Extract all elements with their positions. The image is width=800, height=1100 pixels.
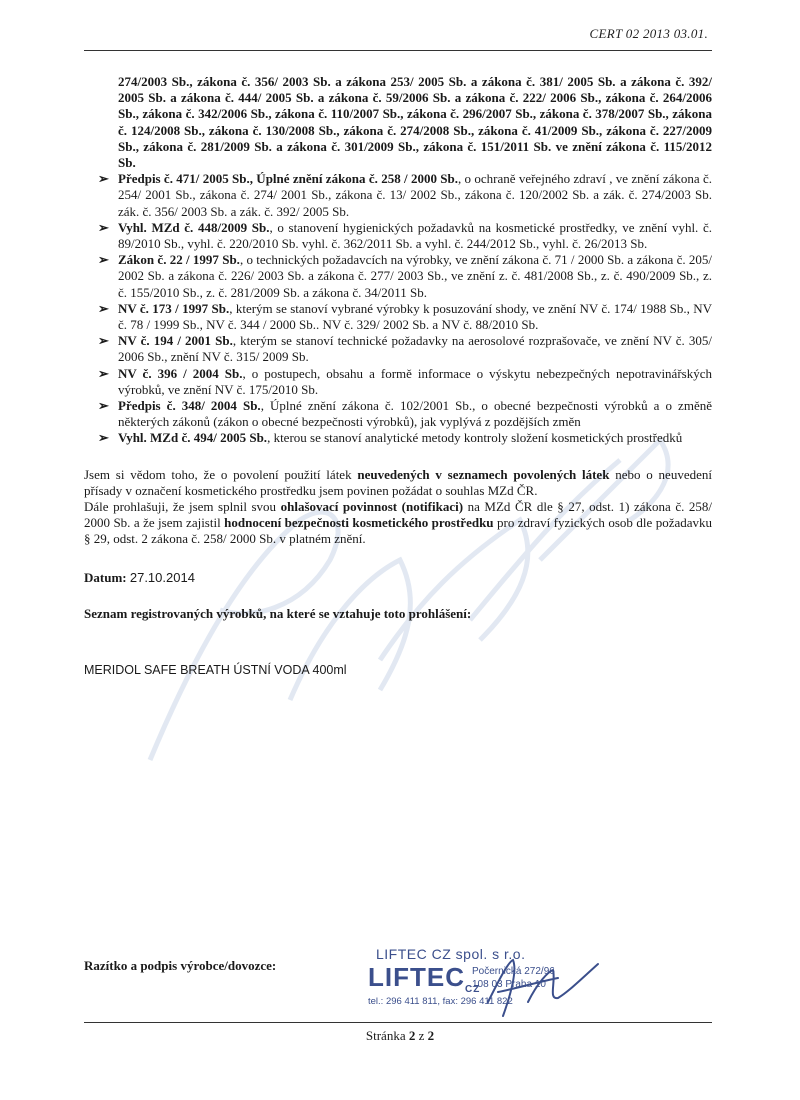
law-description: , kterým se stanoví technické požadavky na aerosolové rozprašovače, ve znění NV č. 305/ 2006 Sb., znění NV č. 315/ 2009 Sb. [118,333,713,365]
law-reference: Vyhl. MZd č. 448/2009 Sb. [118,219,270,235]
date-label: Datum: [84,569,127,585]
stamp-signature-label: Razítko a podpis výrobce/dovozce: [84,958,277,973]
declaration-emphasis: hodnocení bezpečnosti kosmetického prostředku [224,515,494,531]
product-list-title: Seznam registrovaných výrobků, na které se vztahuje toto prohlášení: [84,605,472,621]
law-description: , kterou se stanoví analytické metody kontroly složení kosmetických prostředků [267,430,683,446]
arrow-bullet-icon: ➢ [98,365,109,381]
law-item [84,220,712,252]
law-reference: Předpis č. 471/ 2005 Sb., Úplné znění zákona č. 258 / 2000 Sb. [118,171,458,187]
law-reference: NV č. 173 / 1997 Sb. [118,300,230,316]
law-reference: NV č. 396 / 2004 Sb. [118,365,243,381]
law-item [84,252,712,301]
law-reference: Vyhl. MZd č. 494/ 2005 Sb. [118,430,268,446]
arrow-bullet-icon: ➢ [98,333,109,349]
law-continuation-text: 274/2003 Sb., zákona č. 356/ 2003 Sb. a zákona 253/ 2005 Sb. a zákona č. 381/ 2005 Sb. a zákona č. 392/ 2005 Sb. a zákona č. 444/ 2005 Sb. a zákona č. 59/2006 Sb. a zákona č. 222/ 2006 Sb., zákona č. 264/2006 Sb., zákona č. 342/2006 Sb., zákona č. 110/2007 Sb., zákona č. 296/2007 Sb., zákona č. 378/2007 Sb., zákona č. 124/2008 Sb., zákona č. 130/2008 Sb., zákona č. 274/2008 Sb., zákona č. 41/2009 Sb., zákona č. 227/2009 Sb., zákona č. 281/2009 Sb. a zákona č. 301/2009 Sb., zákona č. 151/2011 Sb. ve znění zákona č. 115/2012 Sb. [118,74,712,171]
stamp-logo-text: LIFTEC [368,962,465,992]
arrow-bullet-icon: ➢ [98,300,109,316]
declaration-text: Dále prohlašuji, že jsem splnil svou [84,499,281,515]
document-body [84,74,712,678]
declaration-emphasis: neuvedených v seznamech povolených látek [357,466,610,482]
law-description: , Úplné znění zákona č. 102/2001 Sb., o obecné bezpečnosti výrobků a o změně některých zákonů (zákon o obecné bezpečnosti výrobků), jak vyplývá z pozdějších změn [118,398,712,430]
date-value: 27.10.2014 [129,569,195,585]
stamp-logo [368,962,480,995]
document-code: CERT 02 2013 03.01. [589,26,708,41]
declaration-text: Jsem si vědom toho, že o povolení použití látek [84,466,358,482]
declaration-text: na MZd ČR dle § 27, odst. 1) zákona č. 258/ 2000 Sb. a že jsem zajistil [84,499,712,531]
header-divider [84,50,712,51]
arrow-bullet-icon: ➢ [98,252,109,268]
declaration-text: nebo o neuvedení přísady v označení kosmetického prostředku jsem povinen požádat o souhlas MZd ČR. [84,466,712,498]
page-footer [0,1028,800,1044]
page-total: 2 [427,1028,435,1043]
product-item: MERIDOL SAFE BREATH ÚSTNÍ VODA 400ml [84,663,347,678]
law-reference: Zákon č. 22 / 1997 Sb. [118,252,240,268]
law-reference: NV č. 194 / 2001 Sb. [118,333,233,349]
law-description: , o postupech, obsahu a formě informace o výskytu nebezpečných nepotravinářských výrobků, ve znění NV č. 175/2010 Sb. [118,365,712,397]
stamp-address-street: Počernická 272/96 [472,966,555,977]
law-item [84,333,712,365]
declaration-text: pro zdraví fyzických osob dle požadavku § 29, odst. 2 zákona č. 258/ 2000 Sb. v platném znění. [84,515,713,547]
declaration-paragraph-1 [84,467,712,499]
page-label: Stránka [365,1028,409,1043]
law-item [84,366,712,398]
stamp-address-city: 108 03 Praha 10 [472,979,546,990]
law-item [84,301,712,333]
footer-divider [84,1022,712,1023]
date-line [84,570,712,586]
law-item [84,430,712,446]
law-item [84,171,712,220]
stamp-logo-sub: CZ [465,984,481,996]
page-number: 2 [408,1028,416,1043]
law-list [84,171,712,446]
handwritten-signature [468,952,618,1022]
law-description: , o ochraně veřejného zdraví , ve znění zákona č. 254/ 2001 Sb., zákona č. 274/ 2001 Sb., zákona č. 13/ 2002 Sb., zákona č. 120/2002 Sb. a zák. č. 274/2003 Sb. zák. č. 356/ 2003 Sb. a zák. č. 392/ 2005 Sb. [118,171,713,219]
law-reference: Předpis č. 348/ 2004 Sb. [118,398,261,414]
declaration-paragraph-2 [84,499,712,548]
arrow-bullet-icon: ➢ [98,430,109,446]
arrow-bullet-icon: ➢ [98,219,109,235]
law-item [84,398,712,430]
declaration-emphasis: ohlašovací povinnost (notifikaci) [280,499,464,515]
stamp-phone: tel.: 296 411 811, fax: 296 411 822 [368,996,513,1007]
declaration [84,467,712,548]
law-description: , o stanovení hygienických požadavků na kosmetické prostředky, ve znění vyhl. č. 89/2010 Sb., vyhl. č. 220/2010 Sb. vyhl. č. 362/2011 Sb. a vyhl. č. 244/2012 Sb., vyhl. č. 26/2013 Sb. [118,219,712,252]
page-separator: z [415,1028,428,1043]
arrow-bullet-icon: ➢ [98,398,109,414]
stamp-company-name: LIFTEC CZ spol. s r.o. [376,946,526,962]
law-description: , kterým se stanoví vybrané výrobky k posuzování shody, ve znění NV č. 174/ 1988 Sb., NV č. 78 / 1999 Sb., NV č. 344 / 2000 Sb.. NV č. 329/ 2002 Sb. a NV č. 88/2010 Sb. [118,300,712,333]
law-description: , o technických požadavcích na výrobky, ve znění zákona č. 71 / 2000 Sb. a zákona č. 205/ 2002 Sb. a zákona č. 226/ 2003 Sb. a zákona č. 277/ 2003 Sb., ve znění z. č. 481/2008 Sb., z. č. 490/2009 Sb., z. č. 155/2010 Sb., z. č. 281/2009 Sb. a zákona č. 34/2011 Sb. [118,252,712,300]
arrow-bullet-icon: ➢ [98,171,109,187]
